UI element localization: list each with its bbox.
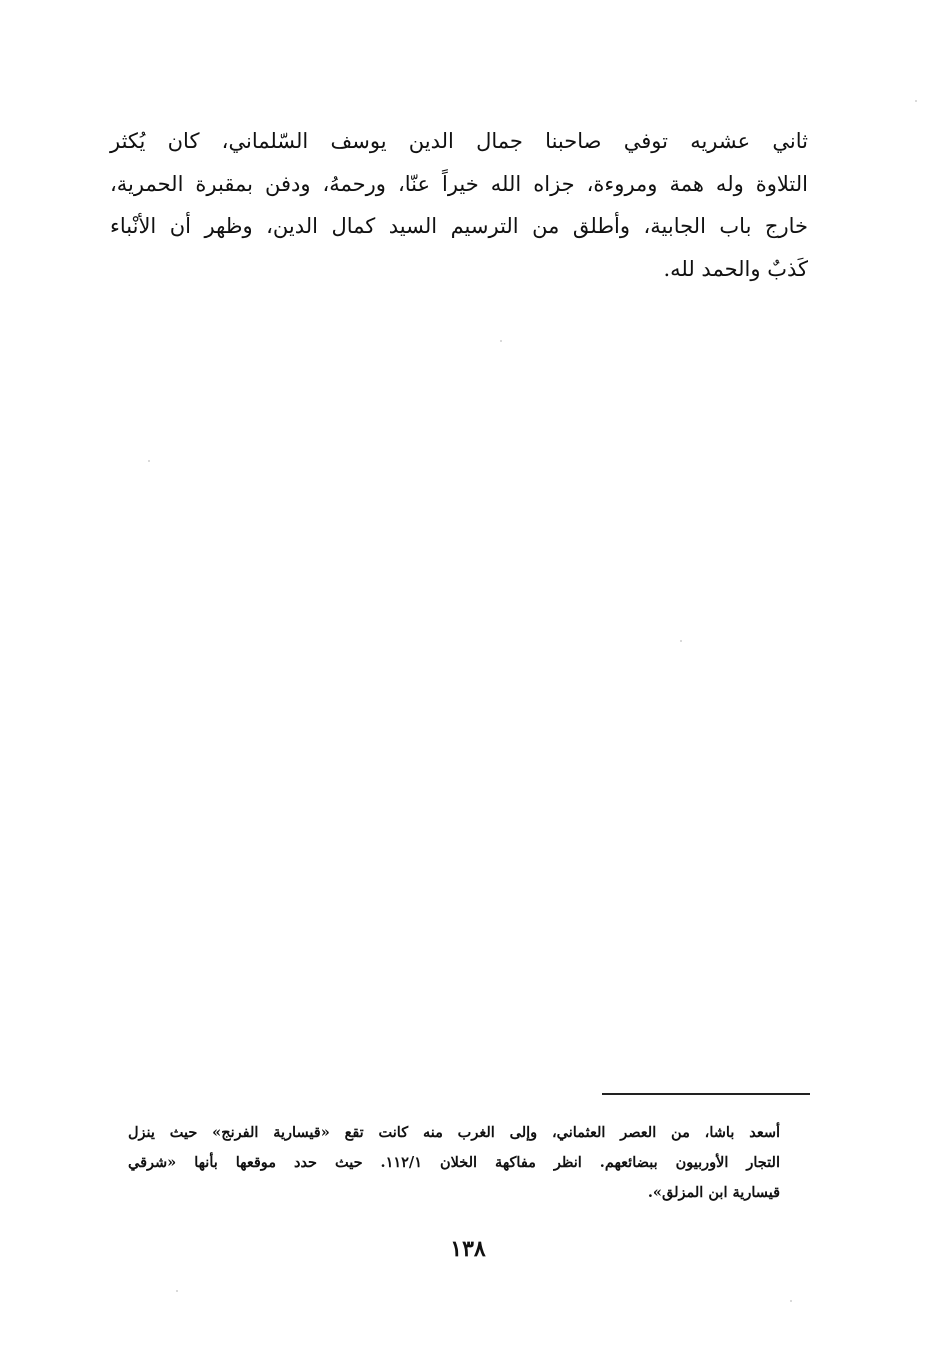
footnote-line-1: أسعد باشا، من العصر العثماني، وإلى الغرب منه كانت تقع «قيسارية الفرنج» حيث ينزل bbox=[128, 1124, 780, 1141]
main-text-line-4: كَذبٌ والحمد لله. bbox=[663, 256, 808, 281]
page-number: ١٣٨ bbox=[450, 1236, 486, 1262]
main-text-line-2: التلاوة وله همة ومروءة، جزاه الله خيراً عنّا، ورحمهُ، ودفن بمقبرة الحمرية، bbox=[110, 171, 808, 196]
main-text-block bbox=[110, 120, 808, 290]
footnote-line-2: التجار الأوربيون ببضائعهم. انظر مفاكهة الخلان ١١٢/١. حيث حدد موقعها بأنها «شرقي bbox=[128, 1154, 780, 1171]
footnote-block bbox=[128, 1118, 780, 1208]
scan-speck bbox=[500, 340, 502, 342]
main-text-line-3: خارج باب الجابية، وأطلق من الترسيم السيد كمال الدين، وظهر أن الأنْباء bbox=[110, 214, 808, 238]
scan-speck bbox=[915, 100, 917, 102]
footnote-line-3: قيسارية ابن المزلق». bbox=[647, 1184, 780, 1201]
scan-speck bbox=[680, 640, 682, 642]
scan-speck bbox=[176, 1290, 178, 1292]
scan-speck bbox=[148, 460, 150, 462]
footnote-separator bbox=[602, 1093, 810, 1095]
main-text-line-1: ثاني عشريه توفي صاحبنا جمال الدين يوسف السّلماني، كان يُكثر bbox=[110, 129, 808, 153]
scan-speck bbox=[790, 1300, 792, 1302]
